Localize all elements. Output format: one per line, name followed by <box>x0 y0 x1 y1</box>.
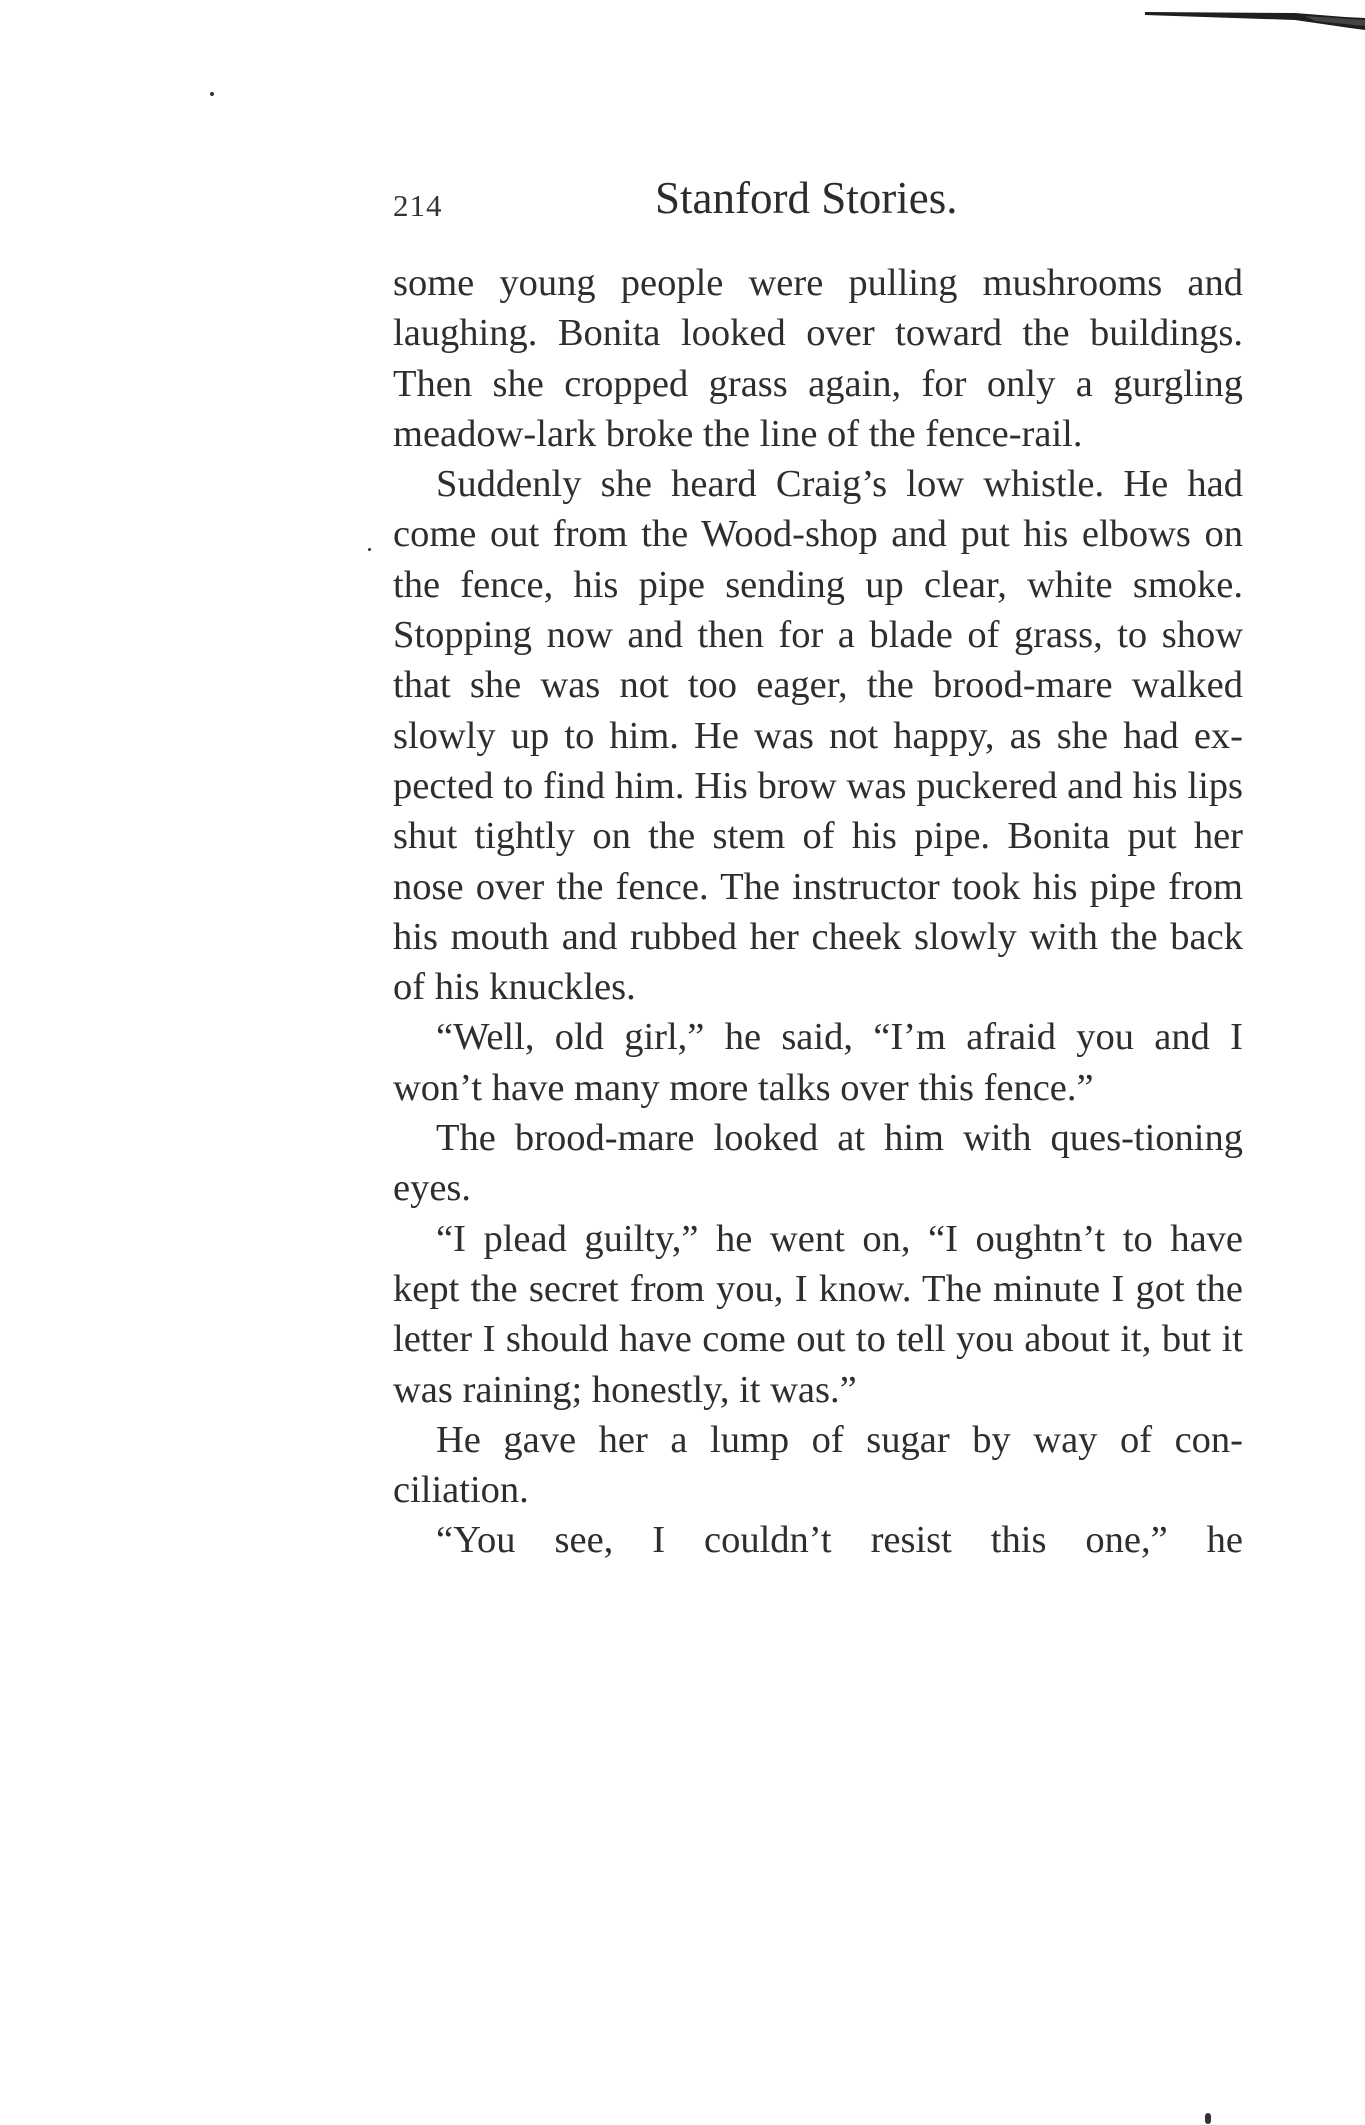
paragraph-4: The brood-mare looked at him with ques-tioning eyes. <box>393 1117 1243 1210</box>
paragraph-1: some young people were pulling mushrooms and laughing. Bonita looked over toward the buildings. Then she cropped grass again, for only a gurgling meadow-lark broke the line of the fence-rail. <box>393 262 1243 455</box>
paragraph-2: Suddenly she heard Craig’s low whistle. He had come out from the Wood-shop and put his elbows on the fence, his pipe sending up clear, white smoke. Stopping now and then for a blade of grass, to show that she was not too eager, the brood-mare walked slowly up to him. He was not happy, as she had ex-pected to find him. His brow was puckered and his lips shut tightly on the stem of his pipe. Bonita put her nose over the fence. The instructor took his pipe from his mouth and rubbed her cheek slowly with the back of his knuckles. <box>393 463 1243 1009</box>
paragraph-7: “You see, I couldn’t resist this one,” he <box>436 1519 1243 1562</box>
running-title: Stanford Stories. <box>655 173 958 223</box>
page-header <box>393 172 1243 232</box>
page-edge-mark <box>1145 6 1365 32</box>
scan-speck <box>210 92 214 96</box>
page-number: 214 <box>393 188 443 223</box>
paragraph-6: He gave her a lump of sugar by way of con-ciliation. <box>393 1418 1243 1512</box>
body-text <box>393 258 1243 1566</box>
scan-speck <box>1205 2113 1211 2124</box>
paragraph-3: “Well, old girl,” he said, “I’m afraid you and I won’t have many more talks over this fence.” <box>393 1016 1243 1109</box>
paragraph-5: “I plead guilty,” he went on, “I oughtn’t to have kept the secret from you, I know. The minute I got the letter I should have come out to tell you about it, but it was raining; honestly, it was.” <box>393 1217 1243 1411</box>
scan-speck <box>368 548 371 551</box>
